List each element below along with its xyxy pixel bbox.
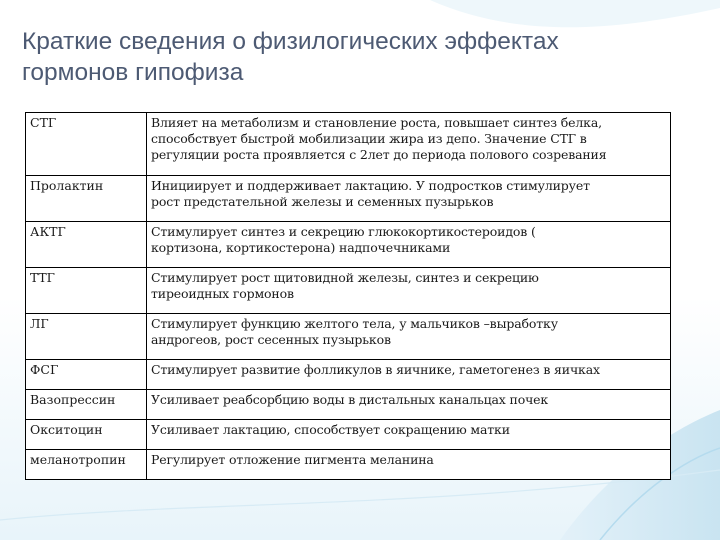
effect-text-line: Регулирует отложение пигмента меланина — [151, 452, 434, 467]
hormone-name-cell: ФСГ — [26, 360, 147, 390]
effect-text-line: Усиливает реабсорбцию воды в дистальных канальцах почек — [151, 392, 549, 407]
effect-text-line: Инициирует и поддерживает лактацию. У подростков стимулирует — [151, 178, 590, 193]
table-row — [26, 450, 671, 480]
table-row — [26, 222, 671, 268]
hormone-effect-cell — [147, 450, 671, 480]
effect-text-line: Стимулирует функцию желтого тела, у мальчиков –выработку — [151, 316, 558, 331]
hormone-name-cell: меланотропин — [26, 450, 147, 480]
effect-text-line: Стимулирует рост щитовидной железы, синтез и секрецию — [151, 270, 539, 285]
hormone-name-cell: ТТГ — [26, 268, 147, 314]
hormone-effect-cell — [147, 113, 671, 176]
table-row — [26, 314, 671, 360]
effect-text-line: Усиливает лактацию, способствует сокращению матки — [151, 422, 510, 437]
effect-text-line: андрогеов, рост сесенных пузырьков — [151, 332, 391, 347]
hormone-effect-cell — [147, 314, 671, 360]
table-row — [26, 268, 671, 314]
table-row — [26, 113, 671, 176]
effect-text-line: тиреоидных гормонов — [151, 286, 294, 301]
hormone-effect-cell — [147, 176, 671, 222]
effect-text-line: Стимулирует развитие фолликулов в яичнике, гаметогенез в яичках — [151, 362, 600, 377]
hormone-name-cell: Вазопрессин — [26, 390, 147, 420]
title-line: гормонов гипофиза — [22, 59, 244, 86]
title-line: Краткие сведения о физилогических эффектах — [22, 28, 559, 55]
slide-title — [22, 26, 682, 88]
hormone-effect-cell — [147, 360, 671, 390]
hormone-effects-table — [25, 112, 671, 480]
table-row — [26, 420, 671, 450]
hormone-name-cell: Пролактин — [26, 176, 147, 222]
effect-text-line: кортизона, кортикостерона) надпочечниками — [151, 240, 451, 255]
hormone-effect-cell — [147, 420, 671, 450]
hormone-name-cell: АКТГ — [26, 222, 147, 268]
effect-text-line: регуляции роста проявляется с 2лет до периода полового созревания — [151, 147, 607, 162]
effect-text-line: рост предстательной железы и семенных пузырьков — [151, 194, 494, 209]
hormone-effect-cell — [147, 222, 671, 268]
effect-text-line: способствует быстрой мобилизации жира из депо. Значение СТГ в — [151, 131, 587, 146]
table-row — [26, 360, 671, 390]
hormone-name-cell: Окситоцин — [26, 420, 147, 450]
table-row — [26, 390, 671, 420]
hormone-name-cell: ЛГ — [26, 314, 147, 360]
hormone-effect-cell — [147, 268, 671, 314]
table-row — [26, 176, 671, 222]
effect-text-line: Влияет на метаболизм и становление роста, повышает синтез белка, — [151, 115, 602, 130]
effect-text-line: Стимулирует синтез и секрецию глюкокортикостероидов ( — [151, 224, 536, 239]
hormone-effect-cell — [147, 390, 671, 420]
hormone-name-cell: СТГ — [26, 113, 147, 176]
